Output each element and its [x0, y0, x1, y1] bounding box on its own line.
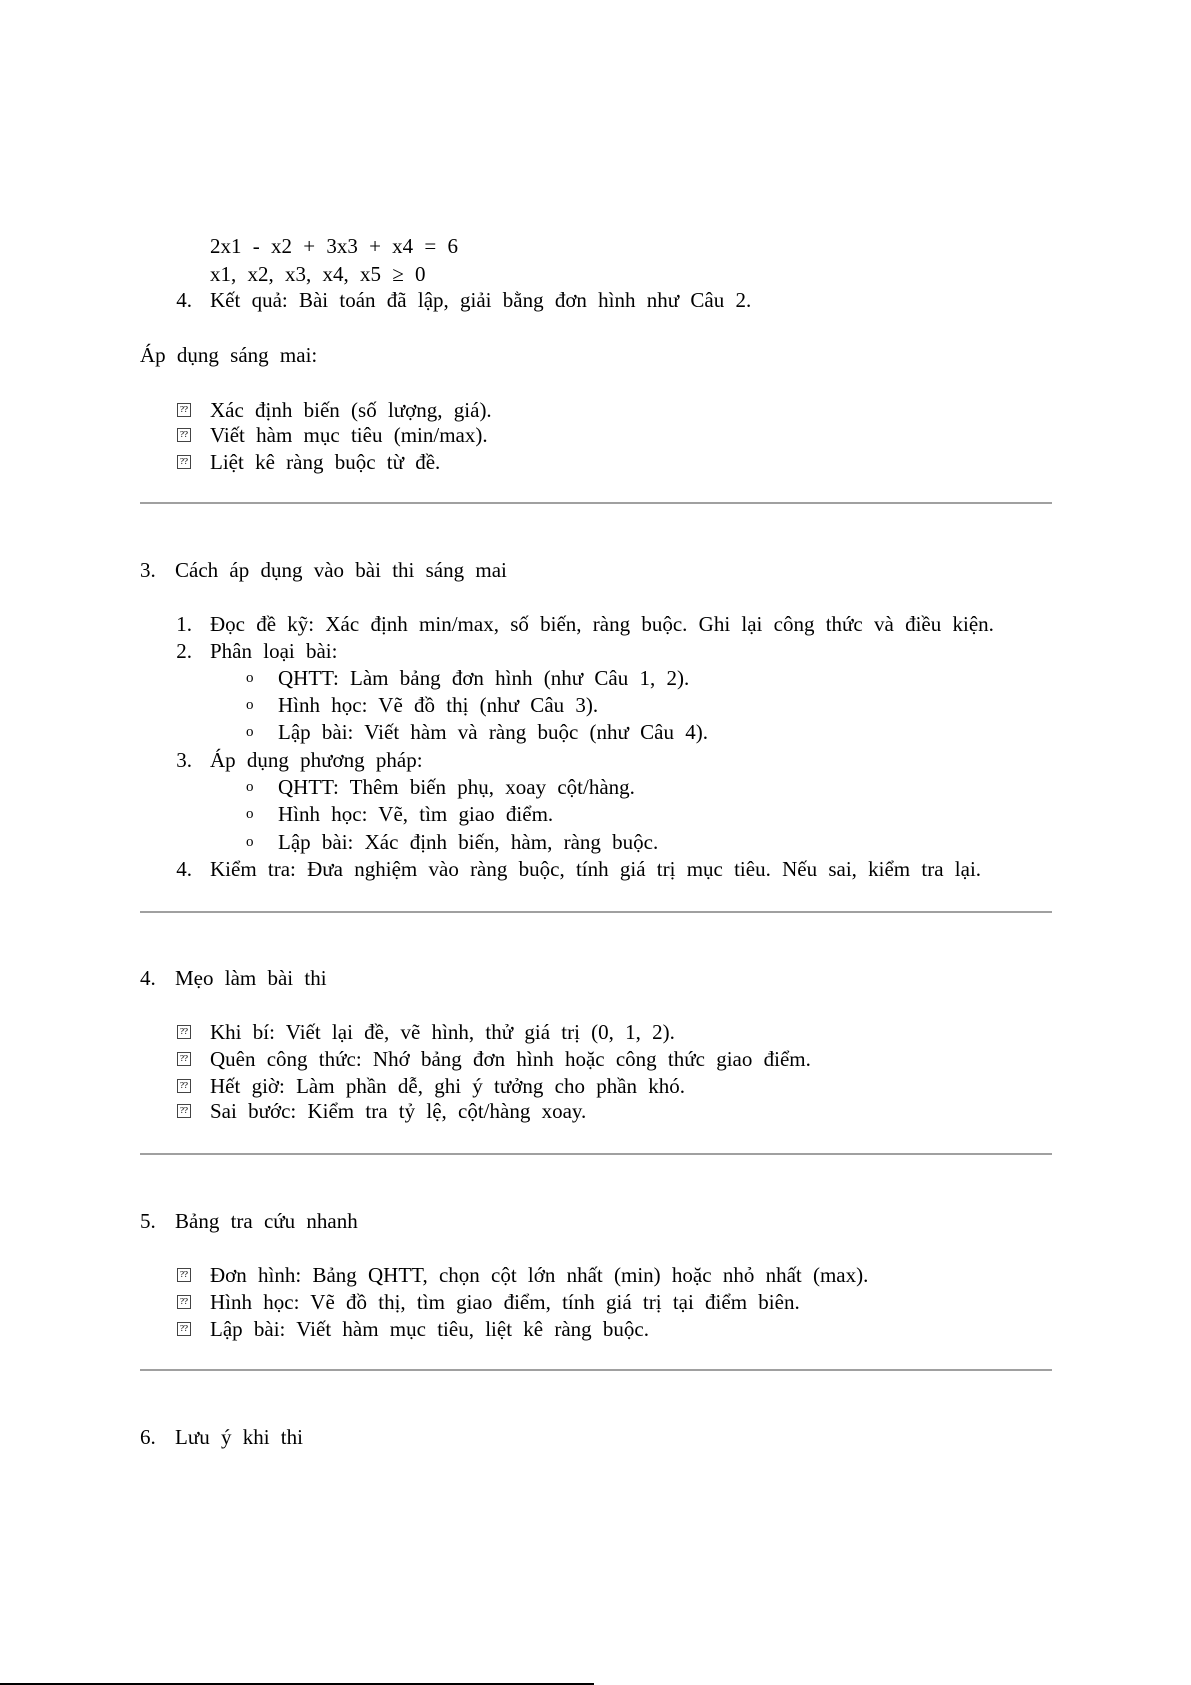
- section-number: 3.: [140, 558, 156, 582]
- missing-glyph-icon: ⁇: [177, 1268, 191, 1282]
- circle-bullet-icon: o: [246, 779, 254, 795]
- horizontal-rule: [140, 1369, 1052, 1371]
- list-marker: 3.: [176, 748, 192, 772]
- list-item-text: Đơn hình: Bảng QHTT, chọn cột lớn nhất (min) hoặc nhỏ nhất (max).: [210, 1263, 869, 1287]
- circle-bullet-icon: o: [246, 697, 254, 713]
- horizontal-rule: [140, 502, 1052, 504]
- missing-glyph-icon: ⁇: [177, 1322, 191, 1336]
- list-item-text: QHTT: Thêm biến phụ, xoay cột/hàng.: [278, 775, 635, 799]
- missing-glyph-icon: ⁇: [177, 1104, 191, 1118]
- circle-bullet-icon: o: [246, 670, 254, 686]
- list-marker: 2.: [176, 639, 192, 663]
- section-title: Lưu ý khi thi: [175, 1425, 303, 1449]
- section-title: Bảng tra cứu nhanh: [175, 1209, 358, 1233]
- missing-glyph-icon: ⁇: [177, 403, 191, 417]
- list-marker: 4.: [176, 857, 192, 881]
- section-number: 6.: [140, 1425, 156, 1449]
- missing-glyph-icon: ⁇: [177, 455, 191, 469]
- missing-glyph-icon: ⁇: [177, 428, 191, 442]
- circle-bullet-icon: o: [246, 806, 254, 822]
- list-item-text: QHTT: Làm bảng đơn hình (như Câu 1, 2).: [278, 666, 690, 690]
- missing-glyph-icon: ⁇: [177, 1079, 191, 1093]
- section-number: 4.: [140, 966, 156, 990]
- circle-bullet-icon: o: [246, 724, 254, 740]
- section-title: Mẹo làm bài thi: [175, 966, 327, 990]
- horizontal-rule: [140, 911, 1052, 913]
- list-item-text: Đọc đề kỹ: Xác định min/max, số biến, ràng buộc. Ghi lại công thức và điều kiện.: [210, 612, 994, 636]
- missing-glyph-icon: ⁇: [177, 1052, 191, 1066]
- section-number: 5.: [140, 1209, 156, 1233]
- list-item-text: Lập bài: Viết hàm mục tiêu, liệt kê ràng buộc.: [210, 1317, 649, 1341]
- apply-tomorrow-title: Áp dụng sáng mai:: [140, 343, 318, 367]
- list-item-text: Viết hàm mục tiêu (min/max).: [210, 423, 488, 447]
- horizontal-rule: [140, 1153, 1052, 1155]
- list-item-text: Hình học: Vẽ đồ thị (như Câu 3).: [278, 693, 599, 717]
- list-item-text: Sai bước: Kiểm tra tỷ lệ, cột/hàng xoay.: [210, 1099, 587, 1123]
- list-item-text: Hết giờ: Làm phần dễ, ghi ý tưởng cho phần khó.: [210, 1074, 686, 1098]
- list-item-text: Khi bí: Viết lại đề, vẽ hình, thử giá trị (0, 1, 2).: [210, 1020, 675, 1044]
- list-marker: 1.: [176, 612, 192, 636]
- equation-line-1: 2x1 - x2 + 3x3 + x4 = 6: [210, 234, 459, 258]
- missing-glyph-icon: ⁇: [177, 1025, 191, 1039]
- list-item-text: Lập bài: Xác định biến, hàm, ràng buộc.: [278, 830, 659, 854]
- list-item-text: Hình học: Vẽ đồ thị, tìm giao điểm, tính giá trị tại điểm biên.: [210, 1290, 800, 1314]
- list-item-text: Kiểm tra: Đưa nghiệm vào ràng buộc, tính giá trị mục tiêu. Nếu sai, kiểm tra lại.: [210, 857, 982, 881]
- equation-line-2: x1, x2, x3, x4, x5 ≥ 0: [210, 262, 426, 286]
- list-item-text: Liệt kê ràng buộc từ đề.: [210, 450, 441, 474]
- list-marker: 4.: [176, 288, 192, 312]
- circle-bullet-icon: o: [246, 834, 254, 850]
- list-item-text: Áp dụng phương pháp:: [210, 748, 423, 772]
- list-item-text: Hình học: Vẽ, tìm giao điểm.: [278, 802, 554, 826]
- missing-glyph-icon: ⁇: [177, 1295, 191, 1309]
- list-item-text: Quên công thức: Nhớ bảng đơn hình hoặc công thức giao điểm.: [210, 1047, 811, 1071]
- list-item-text: Xác định biến (số lượng, giá).: [210, 398, 492, 422]
- section-title: Cách áp dụng vào bài thi sáng mai: [175, 558, 507, 582]
- list-item-text: Lập bài: Viết hàm và ràng buộc (như Câu 4).: [278, 720, 708, 744]
- result-item-text: Kết quả: Bài toán đã lập, giải bằng đơn hình như Câu 2.: [210, 288, 752, 312]
- list-item-text: Phân loại bài:: [210, 639, 338, 663]
